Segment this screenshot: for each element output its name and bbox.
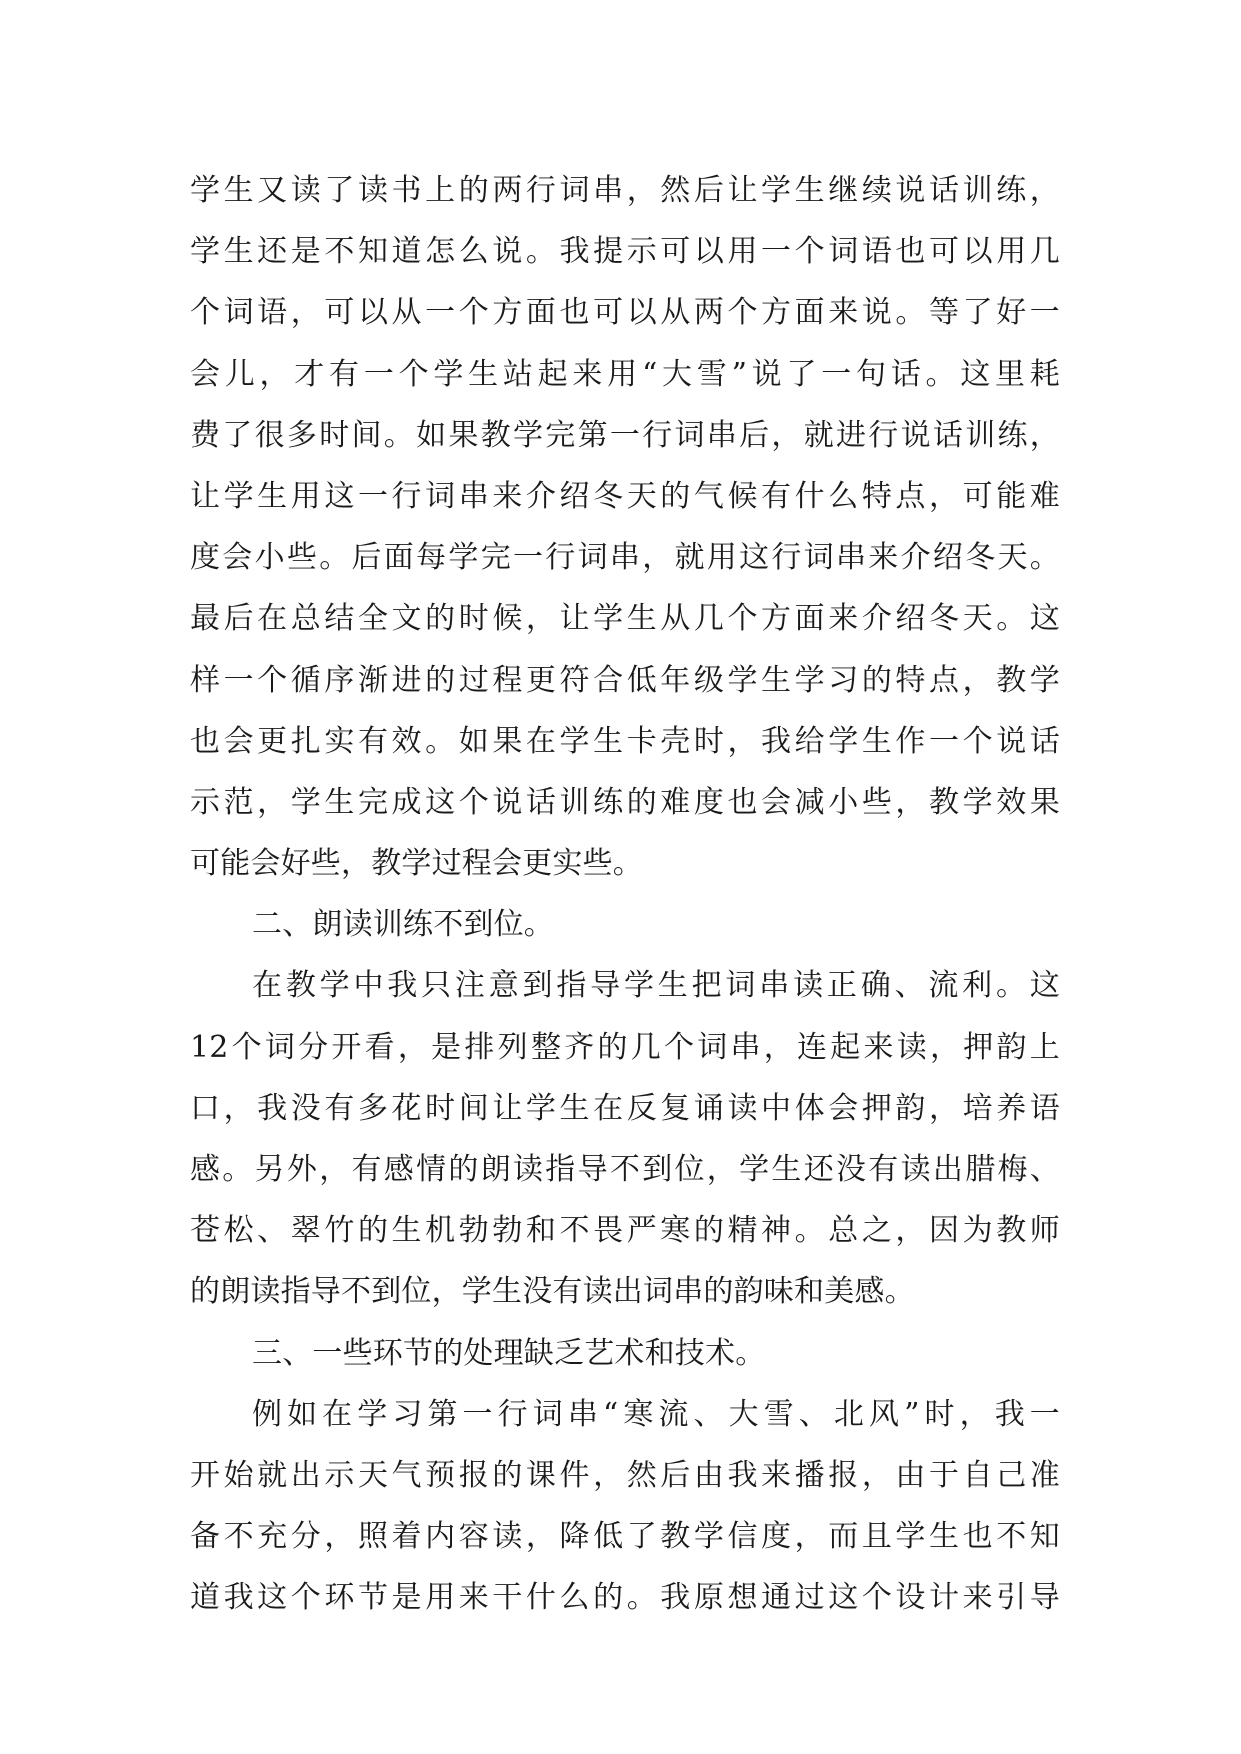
text-line: 道我这个环节是用来干什么的。我原想通过这个设计来引导 — [190, 1580, 1060, 1616]
section-heading: 三、一些环节的处理缺乏艺术和技术。 — [252, 1335, 766, 1371]
text-line: 感。另外，有感情的朗读指导不到位，学生还没有读出腊梅、 — [190, 1152, 1060, 1187]
text-line: 也会更扎实有效。如果在学生卡壳时，我给学生作一个说话 — [190, 723, 1060, 759]
text-line: 备不充分，照着内容读，降低了教学信度，而且学生也不知 — [190, 1519, 1060, 1555]
text-line: 个词语，可以从一个方面也可以从两个方面来说。等了好一 — [190, 295, 1060, 331]
text-line: 示范，学生完成这个说话训练的难度也会减小些，教学效果 — [190, 784, 1060, 820]
text-line: 例如在学习第一行词串“寒流、大雪、北风”时，我一 — [252, 1396, 1060, 1432]
text-line: 可能会好些，教学过程会更实些。 — [190, 846, 643, 882]
text-line: 12个词分开看，是排列整齐的几个词串，连起来读，押韵上 — [190, 1029, 1060, 1065]
text-line: 费了很多时间。如果教学完第一行词串后，就进行说话训练， — [190, 417, 1060, 453]
text-line: 最后在总结全文的时候，让学生从几个方面来介绍冬天。这 — [190, 601, 1060, 637]
text-line: 的朗读指导不到位，学生没有读出词串的韵味和美感。 — [190, 1274, 915, 1310]
text-line: 口，我没有多花时间让学生在反复诵读中体会押韵，培养语 — [190, 1090, 1060, 1126]
text-line: 度会小些。后面每学完一行词串，就用这行词串来介绍冬天。 — [190, 540, 1060, 576]
body-text — [190, 160, 1060, 1629]
text-line: 会儿，才有一个学生站起来用“大雪”说了一句话。这里耗 — [190, 356, 1060, 392]
section-heading: 二、朗读训练不到位。 — [252, 907, 554, 943]
text-line: 苍松、翠竹的生机勃勃和不畏严寒的精神。总之，因为教师 — [190, 1213, 1060, 1249]
text-line: 让学生用这一行词串来介绍冬天的气候有什么特点，可能难 — [190, 478, 1060, 514]
text-line: 在教学中我只注意到指导学生把词串读正确、流利。这 — [252, 968, 1060, 1004]
text-line: 学生又读了读书上的两行词串，然后让学生继续说话训练， — [190, 173, 1060, 208]
text-line: 学生还是不知道怎么说。我提示可以用一个词语也可以用几 — [190, 234, 1060, 270]
text-line: 样一个循序渐进的过程更符合低年级学生学习的特点，教学 — [190, 662, 1060, 698]
text-line: 开始就出示天气预报的课件，然后由我来播报，由于自己准 — [190, 1457, 1060, 1493]
